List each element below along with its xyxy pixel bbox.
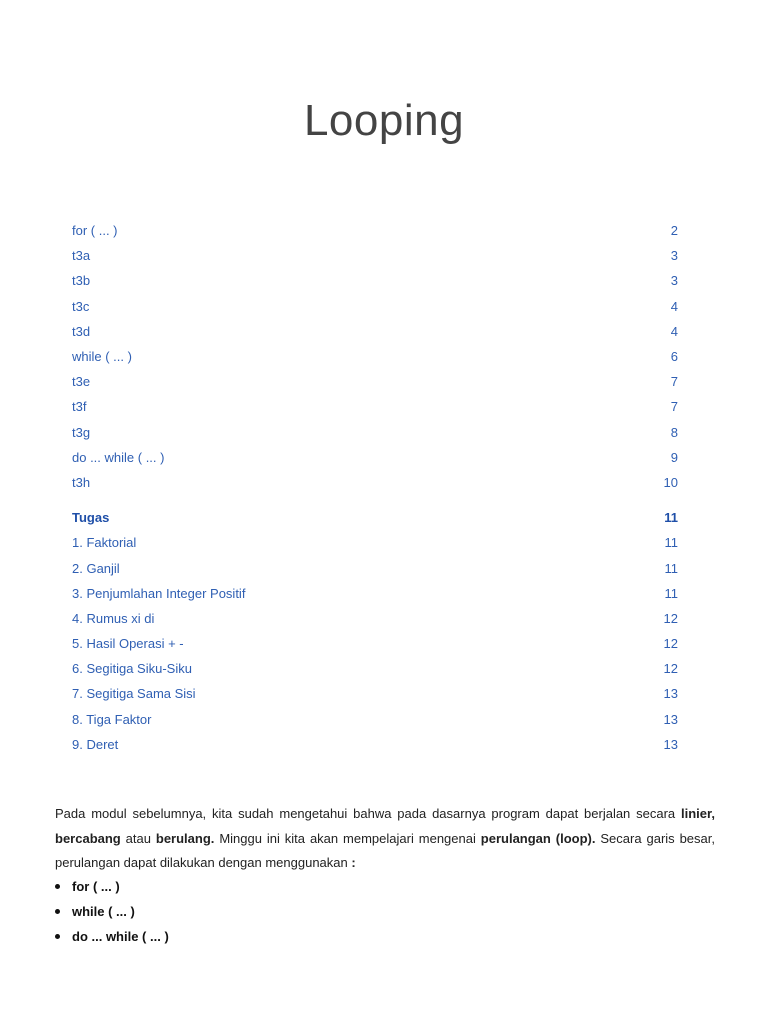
toc-entry-label: t3f <box>72 399 87 415</box>
toc-spacer <box>72 495 678 505</box>
toc-entry-ganjil[interactable] <box>72 555 678 580</box>
toc-entry-t3h[interactable] <box>72 470 678 495</box>
toc-entry-do-while[interactable] <box>72 445 678 470</box>
intro-text-part2: atau <box>120 830 156 846</box>
toc-entry-hasil-operasi[interactable] <box>72 631 678 656</box>
toc-entry-t3g[interactable] <box>72 420 678 445</box>
toc-entry-label: 2. Ganjil <box>72 560 120 576</box>
intro-text-part3: Minggu ini kita akan mempelajari mengenai <box>214 830 481 846</box>
intro-text-part4: Secara garis besar, perulangan dapat dilakukan dengan menggunakan <box>55 830 715 870</box>
toc-entry-page: 11 <box>664 535 678 551</box>
list-item-text: while ( ... ) <box>72 904 135 919</box>
toc-entry-label: 8. Tiga Faktor <box>72 711 152 727</box>
document-title: Looping <box>303 96 465 145</box>
list-item <box>55 924 169 949</box>
toc-group-tugas <box>72 530 678 757</box>
toc-entry-t3c[interactable] <box>72 294 678 319</box>
toc-entry-label: do ... while ( ... ) <box>72 449 165 465</box>
toc-entry-page: 12 <box>663 636 678 652</box>
toc-entry-segitiga-sama-sisi[interactable] <box>72 681 678 706</box>
toc-entry-page: 7 <box>670 374 678 390</box>
toc-entry-label: t3a <box>72 248 91 264</box>
toc-entry-page: 10 <box>663 474 678 490</box>
intro-bold-separator: , <box>711 806 715 821</box>
toc-entry-label: 6. Segitiga Siku-Siku <box>72 661 192 677</box>
intro-bold-linier: linier <box>681 806 712 821</box>
toc-entry-label: 1. Faktorial <box>72 535 137 551</box>
toc-entry-page: 11 <box>664 560 678 576</box>
toc-entry-page: 11 <box>664 585 678 601</box>
toc-entry-label: t3e <box>72 374 91 390</box>
bullet-dot-icon <box>55 909 60 914</box>
toc-entry-page: 9 <box>670 449 678 465</box>
intro-bold-berulang: berulang. <box>155 830 215 846</box>
toc-entry-tiga-faktor[interactable] <box>72 707 678 732</box>
toc-entry-label: 3. Penjumlahan Integer Positif <box>72 585 246 601</box>
intro-paragraph-text <box>55 802 715 876</box>
toc-entry-label: 7. Segitiga Sama Sisi <box>72 686 196 702</box>
toc-entry-label: t3b <box>72 273 91 289</box>
toc-entry-rumus[interactable] <box>72 606 678 631</box>
toc-group-looping <box>72 218 678 495</box>
toc-entry-page: 12 <box>663 661 678 677</box>
toc-entry-page: 3 <box>670 273 678 289</box>
toc-entry-page: 13 <box>663 736 678 752</box>
bullet-dot-icon <box>55 934 60 939</box>
toc-entry-page: 3 <box>670 248 678 264</box>
toc-entry-deret[interactable] <box>72 732 678 757</box>
toc-entry-t3f[interactable] <box>72 394 678 419</box>
loop-type-list <box>55 874 169 949</box>
toc-entry-page: 11 <box>664 510 678 526</box>
toc-entry-page: 4 <box>670 323 678 339</box>
toc-entry-t3e[interactable] <box>72 369 678 394</box>
toc-entry-label: t3h <box>72 474 91 490</box>
toc-entry-page: 8 <box>670 424 678 440</box>
toc-entry-penjumlahan[interactable] <box>72 581 678 606</box>
toc-entry-tugas[interactable] <box>72 505 678 530</box>
toc-entry-page: 12 <box>663 610 678 626</box>
toc-entry-label: t3c <box>72 298 90 314</box>
toc-entry-t3b[interactable] <box>72 268 678 293</box>
toc-entry-label: Tugas <box>72 510 110 526</box>
bullet-dot-icon <box>55 884 60 889</box>
toc-entry-t3d[interactable] <box>72 319 678 344</box>
toc-entry-page: 4 <box>670 298 678 314</box>
toc-entry-page: 2 <box>670 223 678 239</box>
toc-entry-label: t3g <box>72 424 91 440</box>
toc-entry-while[interactable] <box>72 344 678 369</box>
toc-entry-page: 13 <box>663 686 678 702</box>
toc-entry-page: 13 <box>663 711 678 727</box>
toc-entry-for[interactable] <box>72 218 678 243</box>
intro-bold-perulangan: perulangan (loop). <box>480 830 596 846</box>
toc-entry-page: 6 <box>670 349 678 365</box>
intro-bold-bercabang: bercabang <box>55 830 121 846</box>
toc-entry-t3a[interactable] <box>72 243 678 268</box>
list-item <box>55 899 169 924</box>
toc-entry-faktorial[interactable] <box>72 530 678 555</box>
toc-entry-label: for ( ... ) <box>72 223 118 239</box>
toc-entry-label: t3d <box>72 323 91 339</box>
toc-entry-label: while ( ... ) <box>72 349 132 365</box>
list-item <box>55 874 169 899</box>
intro-bold-colon: : <box>351 855 356 870</box>
table-of-contents <box>72 218 678 757</box>
list-item-text: for ( ... ) <box>72 879 120 894</box>
list-item-text: do ... while ( ... ) <box>72 929 169 944</box>
toc-entry-label: 9. Deret <box>72 736 119 752</box>
intro-text-part1: Pada modul sebelumnya, kita sudah mengetahui bahwa pada dasarnya program dapat berjalan secara <box>55 806 682 821</box>
toc-entry-segitiga-siku[interactable] <box>72 656 678 681</box>
toc-entry-label: 5. Hasil Operasi + - <box>72 636 184 652</box>
intro-paragraph <box>55 802 715 876</box>
toc-entry-label: 4. Rumus xi di <box>72 610 155 626</box>
toc-entry-page: 7 <box>670 399 678 415</box>
